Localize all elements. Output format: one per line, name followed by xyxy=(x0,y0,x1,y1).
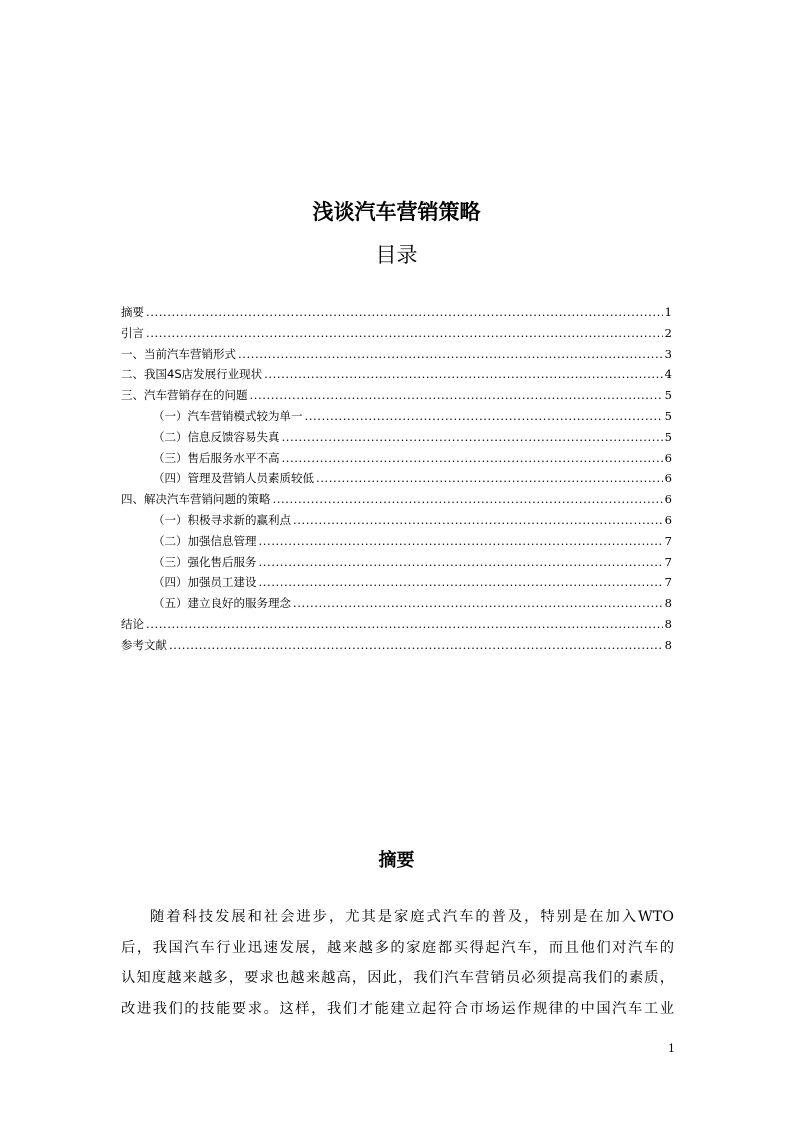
toc-subentry[interactable] xyxy=(121,533,672,554)
toc-entry[interactable] xyxy=(121,346,672,367)
toc-leader-dots xyxy=(259,534,663,548)
toc-leader-dots xyxy=(316,471,663,485)
toc-entry[interactable] xyxy=(121,637,672,658)
toc-subentry[interactable] xyxy=(121,429,672,450)
toc-entry-label: 结论 xyxy=(121,616,144,631)
toc-subentry[interactable] xyxy=(121,574,672,595)
abstract-line: 随着科技发展和社会进步，尤其是家庭式汽车的普及，特别是在加入WTO xyxy=(150,909,674,925)
toc-entry-page: 5 xyxy=(664,388,672,403)
table-of-contents xyxy=(121,304,672,658)
toc-entry[interactable] xyxy=(121,304,672,325)
toc-leader-dots xyxy=(282,430,663,444)
toc-entry-label: 四、解决汽车营销问题的策略 xyxy=(121,492,271,507)
toc-entry-label: 引言 xyxy=(121,325,144,340)
toc-entry-label: （二）信息反馈容易失真 xyxy=(153,429,280,444)
toc-subentry[interactable] xyxy=(121,595,672,616)
toc-entry-page: 7 xyxy=(664,533,672,548)
abstract-line: 改进我们的技能要求。这样，我们才能建立起符合市场运作规律的中国汽车工业 xyxy=(121,1000,674,1017)
toc-entry-page: 5 xyxy=(664,429,672,444)
abstract-heading: 摘要 xyxy=(378,850,415,871)
toc-leader-dots xyxy=(146,305,663,319)
toc-entry-page: 6 xyxy=(664,492,672,507)
toc-entry-label: （三）强化售后服务 xyxy=(153,554,257,569)
toc-leader-dots xyxy=(250,388,663,402)
toc-entry-page: 4 xyxy=(664,367,672,382)
toc-heading: 目录 xyxy=(375,243,418,267)
page-number: 1 xyxy=(668,1042,675,1055)
toc-leader-dots xyxy=(146,617,663,631)
toc-leader-dots xyxy=(238,347,663,361)
toc-leader-dots xyxy=(273,492,663,506)
toc-entry-page: 3 xyxy=(664,346,672,361)
toc-entry-page: 6 xyxy=(664,512,672,527)
abstract-body xyxy=(121,902,674,1024)
toc-entry[interactable] xyxy=(121,387,672,408)
toc-entry-label: 摘要 xyxy=(121,305,144,319)
toc-leader-dots xyxy=(169,638,663,652)
toc-entry-page: 8 xyxy=(664,596,672,611)
toc-entry[interactable] xyxy=(121,491,672,512)
toc-entry-label: 参考文献 xyxy=(121,637,167,652)
toc-entry-page: 6 xyxy=(664,450,672,465)
toc-leader-dots xyxy=(293,513,663,527)
toc-entry-label: 一、当前汽车营销形式 xyxy=(121,346,236,361)
toc-entry-label: （一）积极寻求新的赢利点 xyxy=(153,512,291,527)
toc-subentry[interactable] xyxy=(121,512,672,533)
toc-entry-page: 6 xyxy=(664,471,672,486)
toc-entry[interactable] xyxy=(121,325,672,346)
toc-entry-label: （二）加强信息管理 xyxy=(153,533,257,548)
toc-leader-dots xyxy=(264,367,663,381)
abstract-line: 后，我国汽车行业迅速发展，越来越多的家庭都买得起汽车，而且他们对汽车的 xyxy=(121,939,674,956)
toc-entry-page: 2 xyxy=(664,325,672,340)
toc-leader-dots xyxy=(146,326,663,340)
toc-subentry[interactable] xyxy=(121,450,672,471)
toc-subentry[interactable] xyxy=(121,470,672,491)
toc-subentry[interactable] xyxy=(121,554,672,575)
toc-entry[interactable] xyxy=(121,366,672,387)
toc-leader-dots xyxy=(259,575,663,589)
toc-entry-page: 8 xyxy=(664,637,672,652)
toc-entry-label: 三、汽车营销存在的问题 xyxy=(121,388,248,403)
toc-subentry[interactable] xyxy=(121,408,672,429)
toc-entry-label: （四）加强员工建设 xyxy=(153,575,257,590)
toc-leader-dots xyxy=(282,451,663,465)
toc-entry-label: （三）售后服务水平不高 xyxy=(153,450,280,465)
toc-leader-dots xyxy=(293,596,663,610)
toc-leader-dots xyxy=(305,409,663,423)
toc-entry-label: （一）汽车营销模式较为单一 xyxy=(153,408,303,423)
toc-entry-label: 二、我国4S店发展行业现状 xyxy=(121,367,263,382)
abstract-line: 认知度越来越多，要求也越来越高，因此，我们汽车营销员必须提高我们的素质， xyxy=(121,970,674,986)
toc-entry-page: 7 xyxy=(664,575,672,590)
toc-entry-label: （四）管理及营销人员素质较低 xyxy=(153,471,314,486)
toc-entry-page: 8 xyxy=(664,616,672,631)
toc-entry-page: 7 xyxy=(664,554,672,569)
toc-leader-dots xyxy=(259,555,663,569)
toc-entry-page: 1 xyxy=(664,305,672,319)
toc-entry[interactable] xyxy=(121,616,672,637)
toc-entry-label: （五）建立良好的服务理念 xyxy=(153,596,291,611)
document-title: 浅谈汽车营销策略 xyxy=(312,200,481,224)
toc-entry-page: 5 xyxy=(664,408,672,423)
